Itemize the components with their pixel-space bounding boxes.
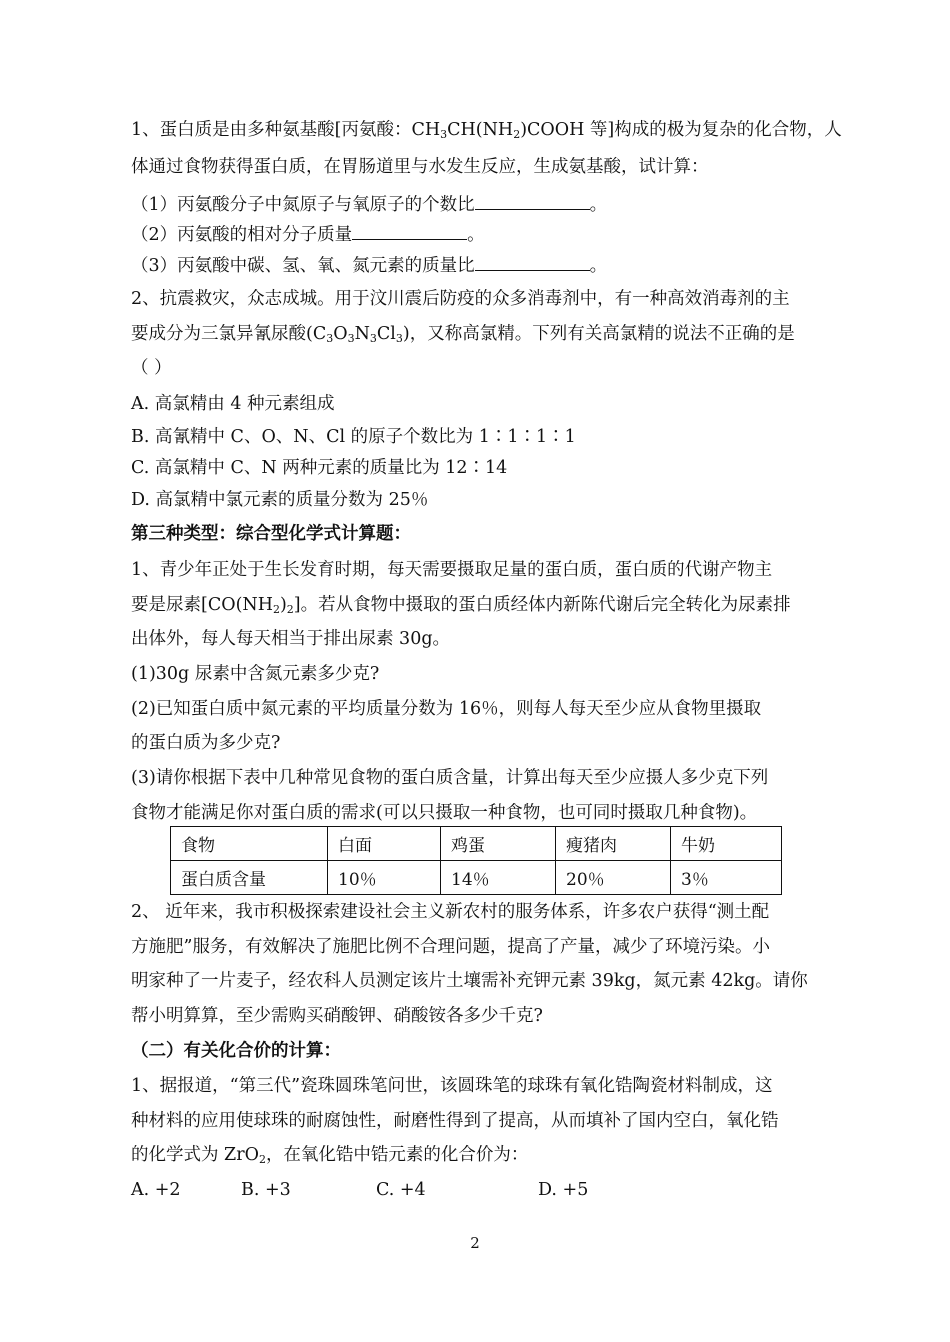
q1-sub2: （2）丙氨酸的相对分子质量 。	[131, 221, 831, 247]
q2-option-a: A. 高氯精由 4 种元素组成	[131, 394, 335, 414]
type3-q1-line1: 1、青少年正处于生长发育时期，每天需要摄取足量的蛋白质，蛋白质的代谢产物主	[131, 560, 773, 580]
type3-q1-line3: 出体外，每人每天相当于排出尿素 30g。	[131, 629, 451, 649]
valence-option-d: D. +5	[538, 1180, 589, 1200]
q2-line1: 2、抗震救灾，众志成城。用于汶川震后防疫的众多消毒剂中，有一种高效消毒剂的主	[131, 289, 790, 309]
q2-line2: 要成分为三氯异氰尿酸$(C_3O_3N_3Cl_3)$，又称高氯精。下列有关高氯精的说法不正确的是	[131, 324, 795, 345]
table-cell: 蛋白质含量	[171, 861, 328, 895]
type3-q2-line1: 2、 近年来，我市积极探索建设社会主义新农村的服务体系，许多农户获得“测土配	[131, 902, 770, 922]
type3-part3-line2: 食物才能满足你对蛋白质的需求(可以只摄取一种食物，也可同时摄取几种食物)。	[131, 803, 758, 823]
table-cell: 牛奶	[671, 827, 782, 861]
valence-option-c: C. +4	[376, 1180, 426, 1200]
q2-option-d: D. 高氯精中氯元素的质量分数为 25％	[131, 490, 429, 510]
q2-option-c: C. 高氯精中 C、N 两种元素的质量比为 12∶14	[131, 458, 508, 478]
table-cell: 白面	[328, 827, 441, 861]
type3-heading: 第三种类型：综合型化学式计算题：	[131, 524, 411, 544]
type3-part2-line1: (2)已知蛋白质中氮元素的平均质量分数为 16％，则每人每天至少应从食物里摄取	[131, 699, 762, 719]
valence-line1: 1、据报道，“第三代”瓷珠圆珠笔问世，该圆珠笔的球珠有氧化锆陶瓷材料制成，这	[131, 1076, 773, 1096]
answer-blank[interactable]	[475, 191, 590, 210]
type3-q2-line4: 帮小明算算，至少需购买硝酸钾、硝酸铵各多少千克?	[131, 1006, 543, 1026]
q2-answer-paren: （ ）	[131, 358, 172, 378]
q1-line2: 体通过食物获得蛋白质，在胃肠道里与水发生反应，生成氨基酸，试计算：	[131, 157, 709, 177]
answer-blank[interactable]	[352, 221, 467, 240]
valence-options	[131, 1178, 831, 1202]
answer-blank[interactable]	[475, 252, 590, 271]
q1-sub3: （3）丙氨酸中碳、氢、氧、氮元素的质量比 。	[131, 252, 831, 278]
valence-heading: （二）有关化合价的计算：	[131, 1041, 341, 1061]
type3-q2-line3: 明家种了一片麦子，经农科人员测定该片土壤需补充钾元素 39kg，氮元素 42kg。请你	[131, 971, 808, 991]
table-cell: 20％	[556, 861, 671, 895]
table-row	[171, 861, 782, 895]
protein-content-table	[170, 826, 782, 895]
q1-sub1: （1）丙氨酸分子中氮原子与氧原子的个数比 。	[131, 191, 831, 217]
page-number: 2	[470, 1234, 480, 1252]
valence-line2: 种材料的应用使球珠的耐腐蚀性，耐磨性得到了提高，从而填补了国内空白，氧化锆	[131, 1111, 779, 1131]
valence-option-b: B. +3	[241, 1180, 291, 1200]
table-cell: 14％	[441, 861, 556, 895]
table-cell: 瘦猪肉	[556, 827, 671, 861]
q1-line1: 1、蛋白质是由多种氨基酸[丙氨酸：$CH_3CH(NH_2)COOH$ 等]构成的极为复杂的化合物，人	[131, 120, 842, 141]
type3-part1: (1)30g 尿素中含氮元素多少克?	[131, 664, 380, 684]
valence-line3: 的化学式为 ZrO$_2$，在氧化锆中锆元素的化合价为：	[131, 1145, 529, 1166]
type3-part3-line1: (3)请你根据下表中几种常见食物的蛋白质含量，计算出每天至少应摄人多少克下列	[131, 768, 769, 788]
table-cell: 10％	[328, 861, 441, 895]
table-cell: 食物	[171, 827, 328, 861]
valence-option-a: A. +2	[131, 1180, 181, 1200]
q2-option-b: B. 高氰精中 C、O、N、Cl 的原子个数比为 1∶1∶1∶1	[131, 427, 576, 447]
type3-q1-line2: 要是尿素$[CO(NH_2)_2]$。若从食物中摄取的蛋白质经体内新陈代谢后完全转化为尿素排	[131, 595, 791, 616]
type3-part2-line2: 的蛋白质为多少克?	[131, 733, 281, 753]
table-cell: 3％	[671, 861, 782, 895]
table-cell: 鸡蛋	[441, 827, 556, 861]
type3-q2-line2: 方施肥”服务，有效解决了施肥比例不合理问题，提高了产量，减少了环境污染。小	[131, 937, 770, 957]
table-header-row	[171, 827, 782, 861]
